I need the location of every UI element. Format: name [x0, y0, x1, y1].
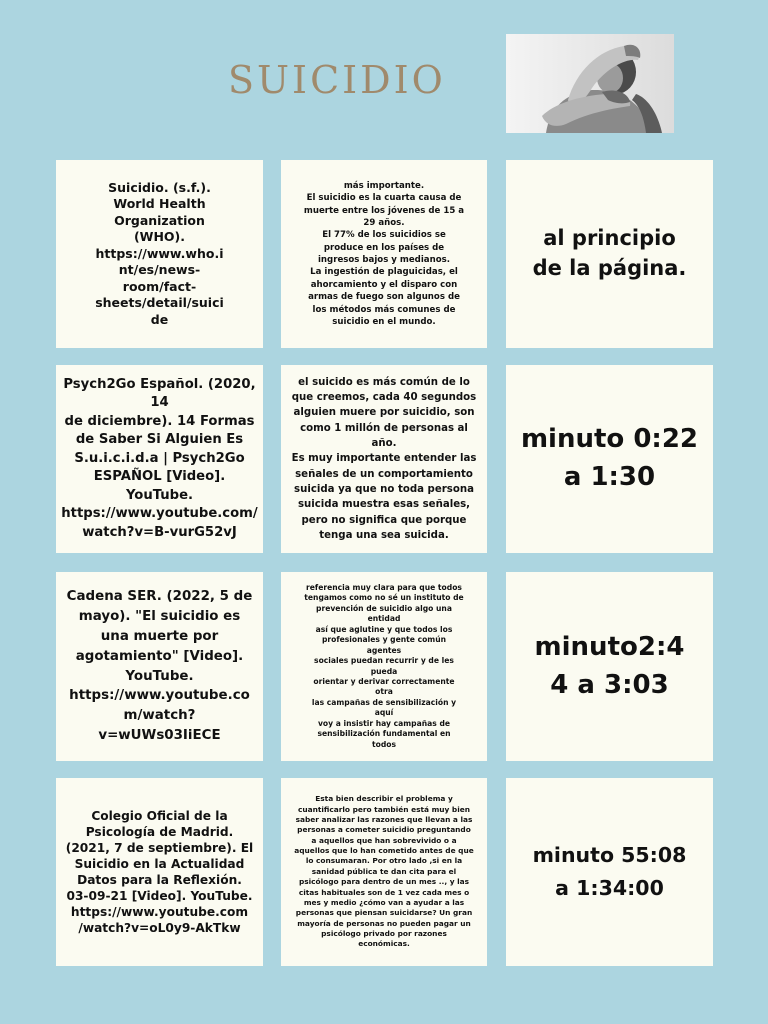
reference-card [56, 572, 263, 761]
reference-card [56, 365, 263, 553]
page-title: SUICIDIO [228, 58, 446, 102]
reference-text: Suicidio. (s.f.). World Health Organization (WHO). https://www.who.i nt/es/news- room/fact- sheets/detail/suici de [95, 179, 224, 327]
reference-text: Colegio Oficial de la Psicología de Madrid. (2021, 7 de septiembre). El Suicidio en la Actualidad Datos para la Reflexión. 03-09-21 [Video]. YouTube. https://www.youtube.com /watch?v=oL0y9-AkTkw [65, 808, 254, 936]
reference-card [56, 160, 263, 348]
timestamp-text: minuto 0:22 a 1:30 [520, 424, 699, 492]
timestamp-card [506, 365, 713, 553]
excerpt-text: el suicido es más común de lo que creemos, cada 40 segundos alguien muere por suicidio, son como 1 millón de personas al año. Es muy importante entender las señales de un comportamiento suicida ya que no toda persona suicida muestra esas señales, pero no significa que porque tenga una sea suicida. [291, 376, 477, 541]
reference-text: Cadena SER. (2022, 5 de mayo). "El suicidio es una muerte por agotamiento" [Video]. YouTube. https://www.youtube.co m/watch? v=wUWs03IiECE [66, 589, 253, 743]
timestamp-text: minuto 55:08 a 1:34:00 [532, 843, 687, 900]
header-photo [506, 34, 674, 133]
excerpt-text: Esta bien describir el problema y cuantificarlo pero también está muy bien saber analizar las razones que llevan a las personas a cometer suicidio preguntando a aquellos que han sobrevivido o a aquellos que lo han cometido antes de que lo consumaran. Por otro lado ,si en la sanidad pública te dan cita para el psicólogo para dentro de un mes .., y las citas habituales son de 1 vez cada mes o mes y medio ¿cómo van a ayudar a las personas que piensan suicidarse? Un gran mayoría de personas no pueden pagar un psicólogo privado por razones económicas. [294, 794, 474, 949]
timestamp-text: al principio de la página. [532, 226, 687, 280]
excerpt-card [281, 365, 487, 553]
excerpt-card [281, 160, 487, 348]
timestamp-card [506, 778, 713, 966]
excerpt-text: más importante. El suicidio es la cuarta causa de muerte entre los jóvenes de 15 a 29 años. El 77% de los suicidios se produce en los países de ingresos bajos y medianos. La ingestión de plaguicidas, el ahorcamiento y el disparo con armas de fuego son algunos de los métodos más comunes de suicidio en el mundo. [303, 180, 465, 327]
timestamp-card [506, 160, 713, 348]
reference-text: Psych2Go Español. (2020, 14 de diciembre). 14 Formas de Saber Si Alguien Es S.u.i.c.i.d.a | Psych2Go ESPAÑOL [Video]. YouTube. https://www.youtube.com/ watch?v=B-vurG52vJ [61, 376, 258, 540]
excerpt-text: referencia muy clara para que todos tengamos como no sé un instituto de prevención de suicidio algo una entidad así que aglutine y que todos los profesionales y gente común agentes sociales puedan recurrir y de les pueda orientar y derivar correctamente otra las campañas de sensibilización y aquí voy a insistir hay campañas de sensibilización fundamental en todos [304, 582, 464, 749]
timestamp-text: minuto2:4 4 a 3:03 [534, 631, 685, 700]
excerpt-card [281, 572, 487, 761]
timestamp-card [506, 572, 713, 761]
reference-card [56, 778, 263, 966]
excerpt-card [281, 778, 487, 966]
